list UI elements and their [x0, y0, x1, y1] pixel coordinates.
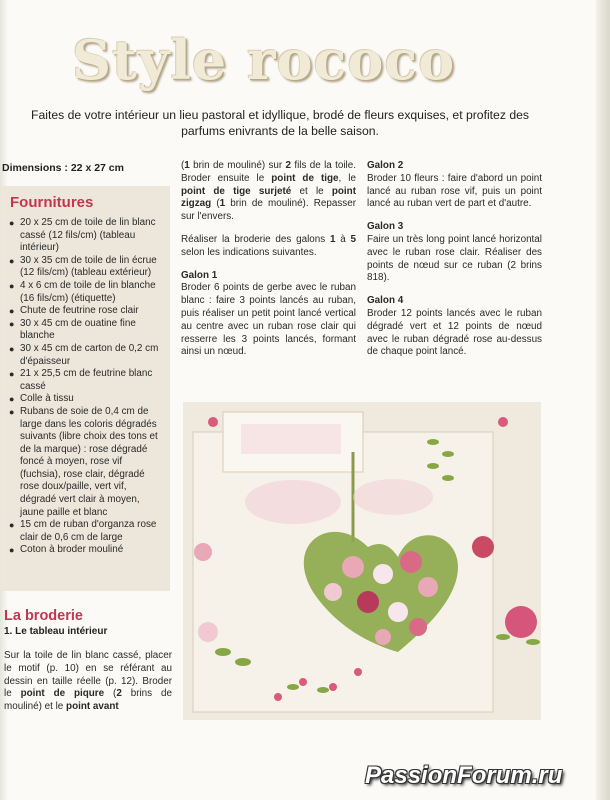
galon-2-title: Galon 2 — [367, 160, 404, 171]
broderie-paragraph-1: Sur la toile de lin blanc cassé, placer le motif (p. 10) en se référant au dessin en taille réelle (p. 12). Broder le point de piqure (2 brins de mouliné) et le point avant — [4, 650, 172, 713]
galon-1-title: Galon 1 — [181, 269, 218, 281]
broderie-paragraph-3: Réaliser la broderie des galons 1 à 5 selon les indications suivantes. — [181, 233, 356, 258]
list-item: ● Coton à broder mouliné — [9, 544, 124, 556]
bullet-icon: ● — [9, 280, 15, 291]
list-item: ● 21 x 25,5 cm de feutrine blanc cassé — [9, 368, 153, 392]
bullet-icon: ● — [9, 318, 15, 329]
page-title: Style rococo — [72, 28, 456, 92]
galon-3-text: Faire un très long point lancé horizontal avec le ruban rose clair. Réaliser des points de nœud sur ce ruban (2 brins 818). — [367, 233, 542, 284]
galon-4-title: Galon 4 — [367, 295, 404, 307]
galon-1-text: Broder 6 points de gerbe avec le ruban blanc : faire 3 points lancés au ruban, puis réaliser un petit point lancé vertical au centre avec un ruban rose clair qui resserre les 3 points lancés, formant ainsi un nœud. — [181, 282, 356, 358]
list-item: ● 4 x 6 cm de toile de lin blanche (16 fils/cm) (étiquette) — [9, 279, 156, 304]
embroidery-photo — [183, 402, 541, 720]
list-item: ● 15 cm de ruban d'organza rose clair de 0,6 cm de large — [9, 519, 157, 543]
bullet-icon: ● — [9, 520, 15, 531]
text-column-3 — [367, 160, 542, 369]
embroidery-illustration — [183, 402, 541, 720]
bullet-icon: ● — [9, 218, 15, 228]
broderie-paragraph-2: (1 brin de mouliné) sur 2 fils de la toile. Broder ensuite le point de tige, le point de tige surjeté et le point zigzag (1 brin de mouliné). Repasser sur l'envers. — [181, 160, 356, 223]
galon-4-text: Broder 12 points lancés avec le ruban dégradé vert et 12 points de nœud avec le ruban dégradé rose au-dessus de chaque point lancé. — [367, 307, 542, 358]
broderie-subheading: 1. Le tableau intérieur — [4, 626, 108, 637]
list-item: ● 30 x 45 cm de carton de 0,2 cm d'épaisseur — [9, 342, 159, 367]
dimensions-text: Dimensions : 22 x 27 cm — [2, 162, 124, 174]
list-item: ● 30 x 35 cm de toile de lin écrue (12 fils/cm) (tableau extérieur) — [9, 254, 157, 279]
list-item: ● Rubans de soie de 0,4 cm de large dans les coloris dégradés suivants (libre choix des tons et de la marque) : rose dégradé foncé à moyen, rose vif (fuchsia), rose clair, dégradé rose doux/paille, vert vif, dégradé vert clair à moyen, jaune paille et blanc — [9, 405, 158, 518]
fournitures-box — [2, 186, 170, 591]
list-item: ● 20 x 25 cm de toile de lin blanc cassé (12 fils/cm) (tableau intérieur) — [9, 217, 156, 254]
bullet-icon: ● — [9, 255, 15, 266]
bullet-icon: ● — [9, 369, 15, 380]
list-item: ● Chute de feutrine rose clair — [9, 305, 139, 317]
bullet-icon: ● — [9, 394, 15, 405]
list-item: ● Colle à tissu — [9, 393, 74, 405]
galon-3-title: Galon 3 — [367, 221, 404, 233]
text-column-2 — [181, 160, 356, 369]
bullet-icon: ● — [9, 545, 15, 556]
fournitures-list — [8, 217, 164, 557]
broderie-heading: La broderie — [4, 608, 83, 624]
galon-2-text: Broder 10 fleurs : faire d'abord un point lancé au ruban rose vif, puis un point lancé au ruban vert de part et d'autre. — [367, 172, 542, 210]
bullet-icon: ● — [9, 306, 15, 317]
watermark-text: PassionForum.ru — [365, 762, 563, 789]
bullet-icon: ● — [9, 406, 15, 417]
list-item: ● 30 x 45 cm de ouatine fine blanche — [9, 317, 136, 342]
bullet-icon: ● — [9, 343, 15, 354]
intro-text: Faites de votre intérieur un lieu pastoral et idyllique, brodé de fleurs exquises, et profitez des parfums enivrants de la belle saison. — [31, 108, 529, 138]
page-edge — [596, 0, 610, 800]
fournitures-title: Fournitures — [10, 194, 94, 211]
